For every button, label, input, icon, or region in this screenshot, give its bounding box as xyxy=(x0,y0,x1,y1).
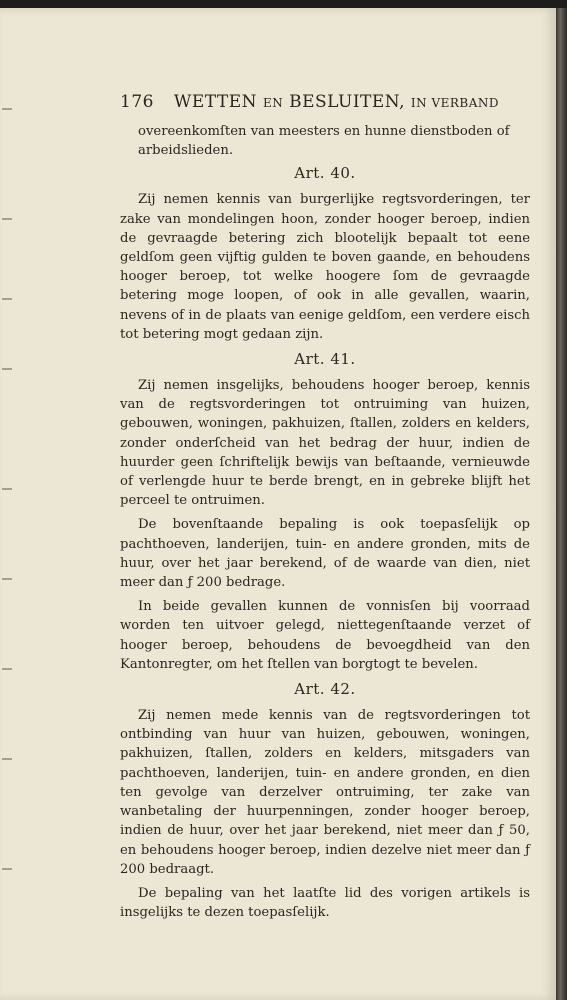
header-title-main: WETTEN xyxy=(173,92,258,112)
article-heading-41: Art. 41. xyxy=(294,350,356,369)
header-title-en: EN xyxy=(262,96,284,110)
article-41-paragraph-1: Zij nemen insgelijks, behoudens hooger beroep, kennis van de regtsvorderingen tot ontruiming van huizen, gebouwen, woningen, pakhuizen, ſtallen, zolders en kelders, zonder onderſcheid van het bedrag der huur, indien de huurder geen ſchriftelijk bewijs van beſtaande, vernieuwde of verlengde huur te berde brengt, en in gebreke blijft het perceel te ontruimen. xyxy=(120,378,530,509)
continuation-text: overeenkomſten van meesters en hunne dienstboden of arbeidslieden. xyxy=(138,124,510,159)
article-42-paragraph-2: De bepaling van het laatſte lid des vorigen artikels is insgelijks te dezen toepasſelijk. xyxy=(120,885,530,921)
page-edge xyxy=(556,8,567,1000)
page-number: 176 xyxy=(120,92,154,112)
article-heading-42: Art. 42. xyxy=(294,680,356,699)
binding-gutter xyxy=(0,68,16,948)
article-heading-40: Art. 40. xyxy=(294,164,356,183)
article-42-paragraph-1: Zij nemen mede kennis van de regtsvorderingen tot ontbinding van huur van huizen, gebouwen, woningen, pakhuizen, ſtallen, zolders en kelders, mitsgaders van pachthoeven, landerijen, tuin- en andere gronden, en dien ten gevolge van derzelver ontruiming, ter zake van wanbetaling der huurpenningen, zonder hooger beroep, indien de huur, over het jaar berekend, niet meer dan ƒ 50, en behoudens hooger beroep, indien dezelve niet meer dan ƒ 200 bedraagt. xyxy=(120,708,530,877)
page-text xyxy=(120,92,530,922)
article-41-paragraph-2: De bovenſtaande bepaling is ook toepasſelijk op pachthoeven, landerijen, tuin- en andere gronden, mits de huur, over het jaar berekend, of de waarde van dien, niet meer dan ƒ 200 bedrage. xyxy=(120,517,530,591)
running-header xyxy=(120,92,530,112)
article-41-paragraph-3: In beide gevallen kunnen de vonnisſen bij voorraad worden ten uitvoer gelegd, niettegenſtaande verzet of hooger beroep, behoudens de bevoegdheid van den Kantonregter, om het ſtellen van borgtogt te bevelen. xyxy=(120,599,530,672)
header-title-rest: IN VERBAND xyxy=(410,96,500,110)
article-40-paragraph-1: Zij nemen kennis van burgerlijke regtsvorderingen, ter zake van mondelingen hoon, zonder hooger beroep, indien de gevraagde betering zich blootelijk bepaalt tot eene geldſom geen vijftig gulden te boven gaande, en behoudens hooger beroep, tot welke hoogere ſom de gevraagde betering moge loopen, of ook in alle gevallen, waarin, nevens of in de plaats van eenige geldſom, een verdere eisch tot betering mogt gedaan zijn. xyxy=(120,192,530,342)
header-title-besluiten: BESLUITEN, xyxy=(289,92,405,112)
